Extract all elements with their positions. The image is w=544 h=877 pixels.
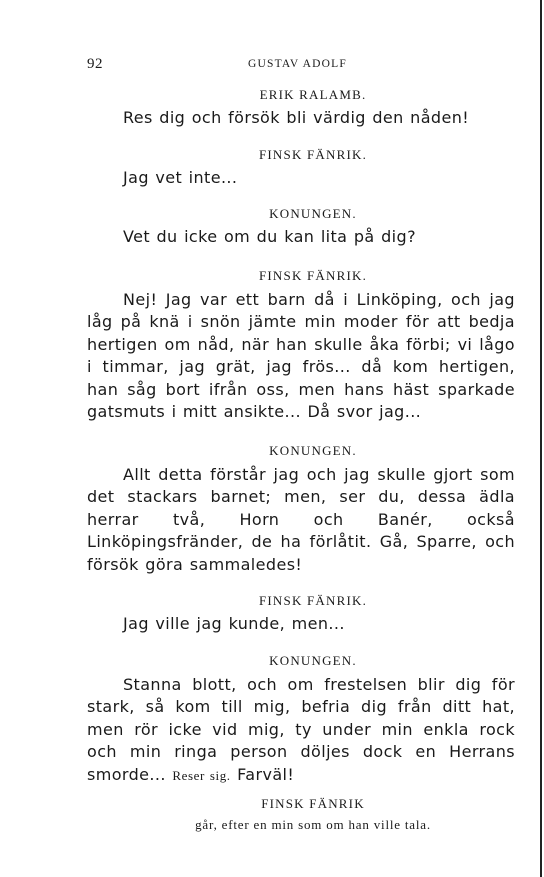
speech-line: Res dig och försök bli värdig den nåden! [123,108,470,127]
speech-paragraph: Allt detta förstår jag och jag skulle gjort som det stackars barnet; men, ser du, dessa ädla herrar två, Horn och Banér, också Linköpingsfränder, de ha förlåtit. Gå, Sparre, och försök göra sammaledes! [87,464,515,574]
page-header [0,56,544,76]
speech-line: Vet du icke om du kan lita på dig? [123,227,416,246]
speech-paragraph: Nej! Jag var ett barn då i Linköping, och jag låg på knä i snön jämte min moder för att bedja hertigen om nåd, när han skulle åka förbi; vi lågo i timmar, jag grät, jag frös... då kom hertigen, han såg bort ifrån oss, men hans häst sparkade gatsmuts i mitt ansikte... Då svor jag... [87,289,515,421]
speaker-heading: KONUNGEN. [269,652,357,668]
stage-direction: Reser sig. [172,767,231,783]
speaker-heading: ERIK RALAMB. [259,87,367,102]
speaker-heading: FINSK FÄNRIK. [258,593,368,608]
stage-direction: går, efter en min som om han ville tala. [195,817,431,832]
speech-text: Farväl! [237,764,295,784]
page-number: 92 [87,56,103,72]
speech-line: Jag vet inte... [123,167,238,187]
speaker-heading: FINSK FÄNRIK. [258,267,368,283]
speaker-heading: KONUNGEN. [269,442,357,458]
speaker-heading: FINSK FÄNRIK. [258,146,368,162]
running-head: GUSTAV ADOLF [248,58,348,70]
page-edge-rule [540,0,542,877]
speaker-heading: KONUNGEN. [269,206,357,221]
speaker-heading: FINSK FÄNRIK [261,796,365,811]
play-text [87,86,515,834]
speech-paragraph [87,674,515,788]
speech-line: Jag ville jag kunde, men... [123,614,345,633]
speech-text: Stanna blott, och om frestelsen blir dig för stark, så kom till mig, befria dig från ditt hat, men rör icke vid mig, ty under min enkla rock och min ringa person döljes dock en Herrans smorde... [87,674,515,784]
